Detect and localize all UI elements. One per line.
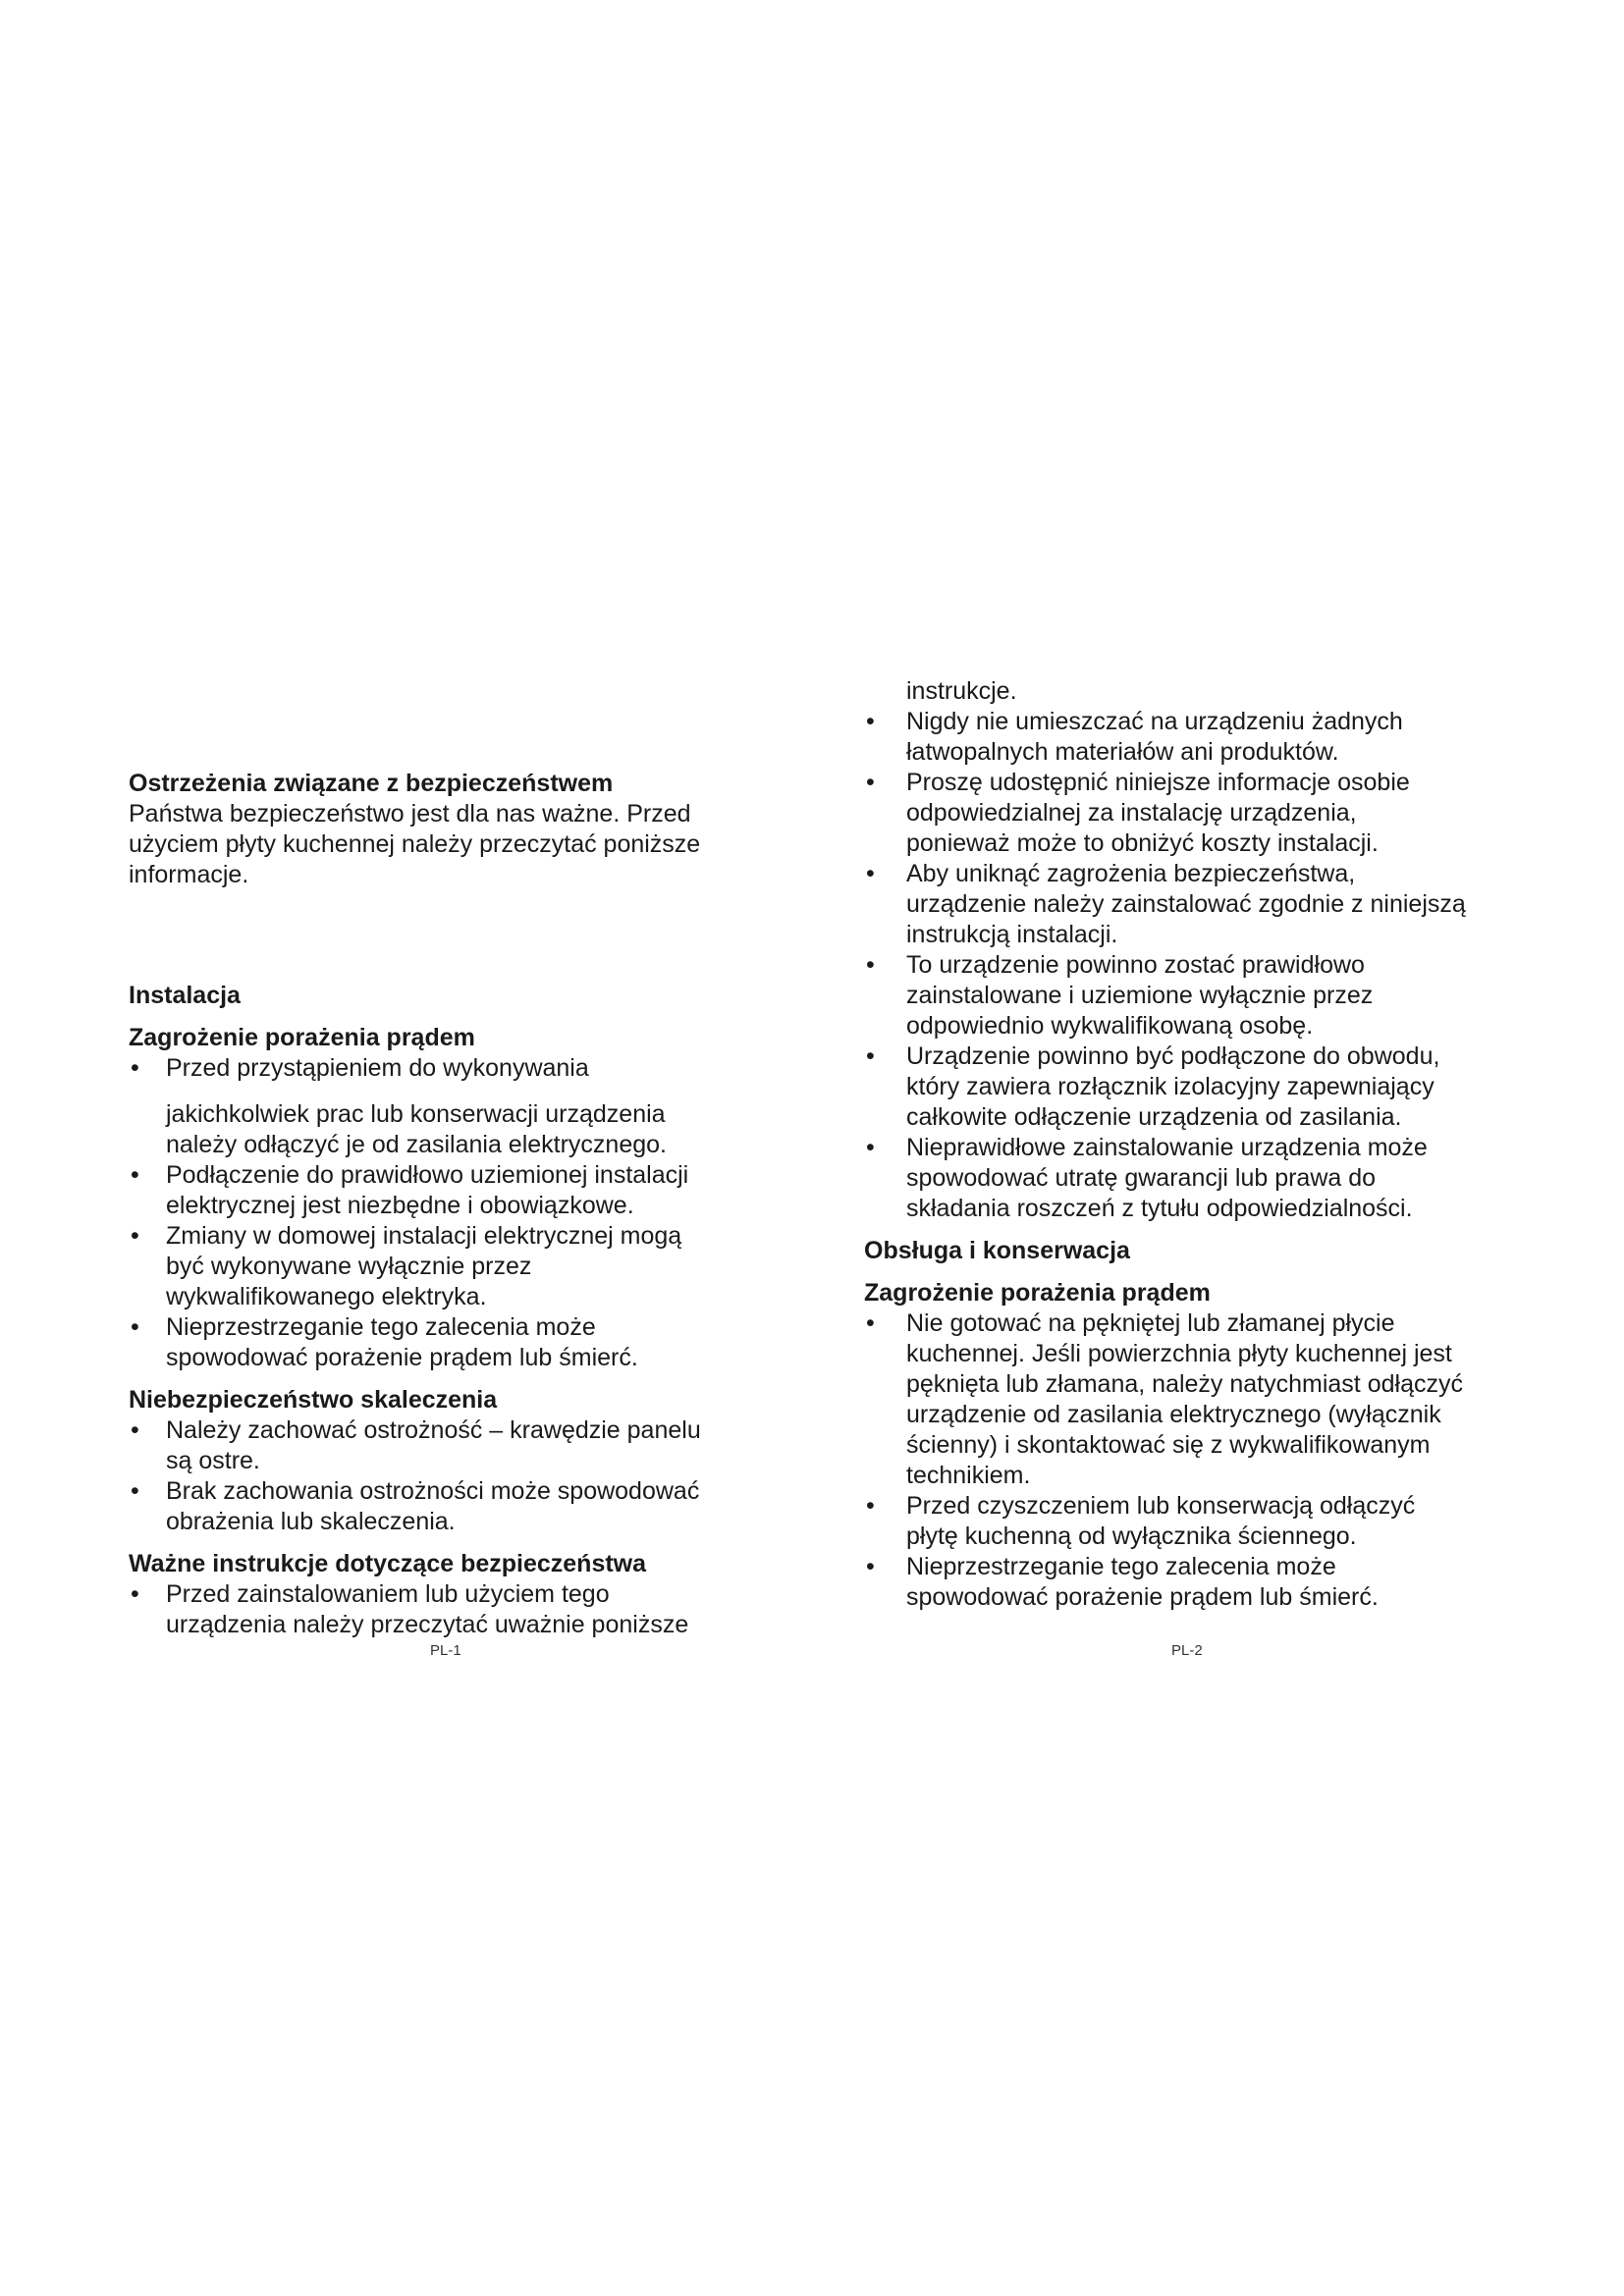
safety-intro-paragraph: Państwa bezpieczeństwo jest dla nas ważne. Przed użyciem płyty kuchennej należy przeczytać poniższe informacje. <box>129 800 701 888</box>
electric-bullet-2: • Podłączenie do prawidłowo uziemionej instalacji elektrycznej jest niezbędne i obowiązkowe. <box>129 1160 767 1221</box>
installation-section-heading: Instalacja <box>129 982 241 1009</box>
cut-bullet-2: • Brak zachowania ostrożności może spowodować obrażenia lub skaleczenia. <box>129 1476 767 1537</box>
electric-bullet-3: • Zmiany w domowej instalacji elektrycznej mogą być wykonywane wyłącznie przez wykwalifikowanego elektryka. <box>129 1221 767 1312</box>
right-page-number: PL-2 <box>1171 1642 1203 1659</box>
continuation-text: instrukcje. <box>906 677 1017 705</box>
install-bullet-2: • Proszę udostępnić niniejsze informacje osobie odpowiedzialnej za instalację urządzenia, ponieważ może to obniżyć koszty instalacji. <box>864 768 1502 859</box>
install-bullet-1: • Nigdy nie umieszczać na urządzeniu żadnych łatwopalnych materiałów ani produktów. <box>864 707 1502 768</box>
cut-bullet-1: • Należy zachować ostrożność – krawędzie panelu są ostre. <box>129 1415 767 1476</box>
important-bullet-1: • Przed zainstalowaniem lub użyciem tego urządzenia należy przeczytać uważnie poniższe <box>129 1579 767 1640</box>
maintenance-bullet-3: • Nieprzestrzeganie tego zalecenia może spowodować porażenie prądem lub śmierć. <box>864 1552 1502 1613</box>
install-bullet-5: • Urządzenie powinno być podłączone do obwodu, który zawiera rozłącznik izolacyjny zapewniający całkowite odłączenie urządzenia od zasilania. <box>864 1041 1502 1133</box>
electric-bullet-1-start: • Przed przystąpieniem do wykonywania <box>129 1053 767 1084</box>
install-bullet-3: • Aby uniknąć zagrożenia bezpieczeństwa, urządzenie należy zainstalować zgodnie z niniejszą instrukcją instalacji. <box>864 859 1502 950</box>
maintenance-bullet-1: • Nie gotować na pękniętej lub złamanej płycie kuchennej. Jeśli powierzchnia płyty kuchennej jest pęknięta lub złamana, należy natychmiast odłączyć urządzenie od zasilania elektrycznego (wyłącznik ścienny) i skontaktować się z wykwalifikowanym technikiem. <box>864 1308 1502 1491</box>
maintenance-bullet-2: • Przed czyszczeniem lub konserwacją odłączyć płytę kuchenną od wyłącznika ściennego. <box>864 1491 1502 1552</box>
electric-bullet-1-continuation: jakichkolwiek prac lub konserwacji urządzenia należy odłączyć je od zasilania elektrycznego. <box>166 1100 667 1158</box>
safety-warnings-title: Ostrzeżenia związane z bezpieczeństwem <box>129 770 614 797</box>
cut-hazard-heading: Niebezpieczeństwo skaleczenia <box>129 1386 498 1414</box>
install-bullet-6: • Nieprawidłowe zainstalowanie urządzenia może spowodować utratę gwarancji lub prawa do składania roszczeń z tytułu odpowiedzialności. <box>864 1133 1502 1224</box>
important-instructions-heading: Ważne instrukcje dotyczące bezpieczeństwa <box>129 1550 647 1577</box>
left-page-column <box>129 769 767 1640</box>
install-bullet-4: • To urządzenie powinno zostać prawidłowo zainstalowane i uziemione wyłącznie przez odpowiednio wykwalifikowaną osobę. <box>864 950 1502 1041</box>
maintenance-section-heading: Obsługa i konserwacja <box>864 1237 1130 1264</box>
left-page-number: PL-1 <box>430 1642 461 1659</box>
maintenance-electric-heading: Zagrożenie porażenia prądem <box>864 1279 1211 1307</box>
electric-shock-heading: Zagrożenie porażenia prądem <box>129 1024 475 1051</box>
electric-bullet-4: • Nieprzestrzeganie tego zalecenia może spowodować porażenie prądem lub śmierć. <box>129 1312 767 1373</box>
right-page-column <box>864 676 1502 1613</box>
